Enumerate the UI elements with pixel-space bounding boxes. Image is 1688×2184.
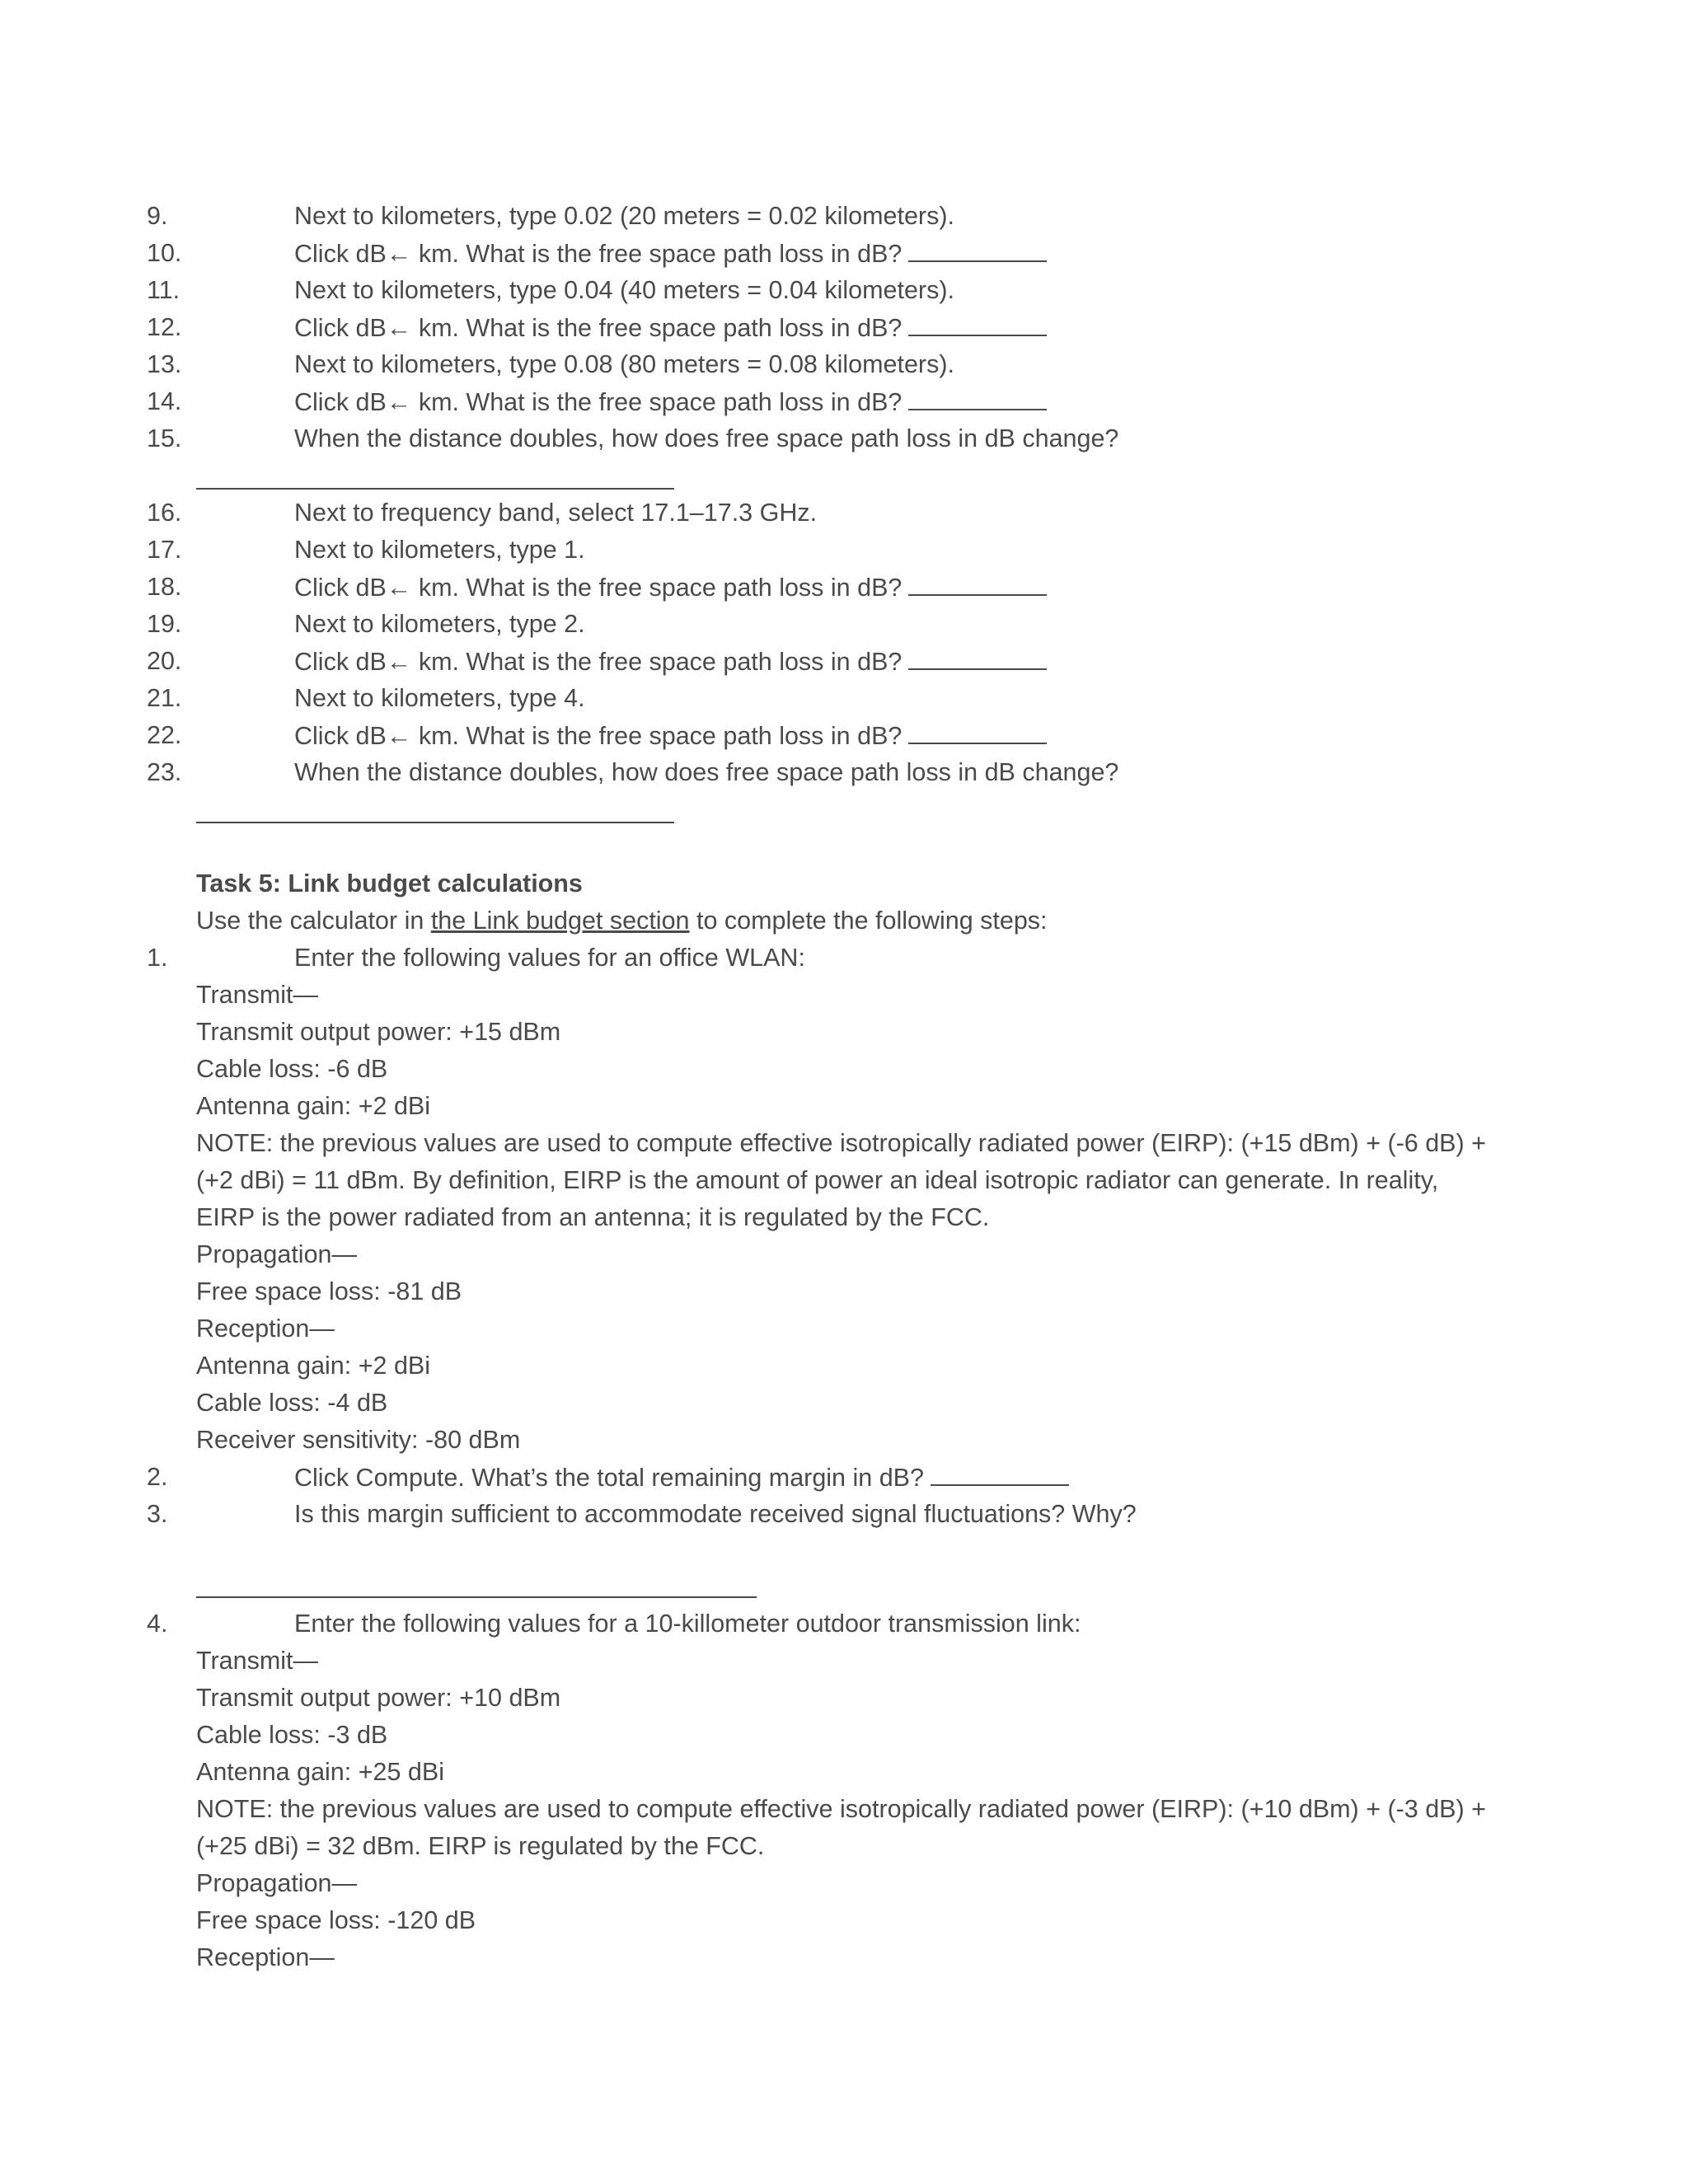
step-text: Enter the following values for an office WLAN: [294,944,805,972]
note-text: EIRP is the power radiated from an antenna; it is regulated by the FCC. [196,1203,990,1231]
list-item [0,721,1688,758]
step-text: Next to kilometers, type 0.08 (80 meters = 0.08 kilometers). [294,350,954,378]
list-item [0,684,1688,721]
transmit-label: Transmit— [196,981,318,1009]
step-text: When the distance doubles, how does free space path loss in dB change? [294,758,1119,786]
step-number: 22. [147,721,182,749]
rx-cable-loss-value: Cable loss: -4 dB [196,1389,388,1417]
step-number: 19. [147,610,182,638]
step-number: 15. [147,424,182,452]
free-space-loss-value: Free space loss: -81 dB [196,1277,462,1305]
reception-label: Reception— [196,1943,335,1971]
list-item [0,610,1688,647]
step-number: 14. [147,387,182,415]
list-item [0,536,1688,573]
propagation-label: Propagation— [196,1869,357,1897]
step-text: When the distance doubles, how does free space path loss in dB change? [294,424,1119,452]
step-number: 13. [147,350,182,378]
step-text: Click Compute. What’s the total remaining margin in dB? [294,1463,1069,1493]
note-text: (+2 dBi) = 11 dBm. By definition, EIRP is the amount of power an ideal isotropic radiator can generate. In reality, [196,1166,1439,1194]
step-number: 10. [147,239,182,267]
rx-antenna-gain-value: Antenna gain: +2 dBi [196,1352,431,1380]
answer-line[interactable] [196,822,674,823]
list-item [0,944,1688,981]
cable-loss-value: Cable loss: -6 dB [196,1055,388,1083]
list-item [0,202,1688,239]
step-number: 17. [147,536,182,564]
step-number: 2. [147,1463,168,1491]
step-text: Click dB← km. What is the free space path loss in dB? [294,647,1047,677]
answer-blank[interactable] [931,1463,1069,1486]
list-item [0,239,1688,276]
list-item [0,573,1688,610]
step-number: 20. [147,647,182,675]
answer-blank[interactable] [908,239,1047,262]
step-text: Next to kilometers, type 2. [294,610,585,638]
step-text: Is this margin sufficient to accommodate received signal fluctuations? Why? [294,1500,1137,1528]
propagation-label: Propagation— [196,1240,357,1268]
free-space-loss-value: Free space loss: -120 dB [196,1906,476,1934]
step-text: Enter the following values for a 10-killometer outdoor transmission link: [294,1610,1081,1638]
rx-sensitivity-value: Receiver sensitivity: -80 dBm [196,1426,521,1454]
reception-label: Reception— [196,1315,335,1343]
answer-line[interactable] [196,488,674,490]
note-text: (+25 dBi) = 32 dBm. EIRP is regulated by the FCC. [196,1832,765,1860]
section-heading [0,869,1688,907]
cable-loss-value: Cable loss: -3 dB [196,1721,388,1749]
step-number: 21. [147,684,182,712]
answer-blank[interactable] [908,313,1047,336]
step-text: Next to kilometers, type 4. [294,684,585,712]
list-item [0,758,1688,795]
answer-line[interactable] [196,1596,757,1598]
list-item [0,499,1688,536]
task-heading: Task 5: Link budget calculations [196,869,583,898]
tx-power-value: Transmit output power: +10 dBm [196,1684,561,1712]
step-number: 12. [147,313,182,341]
list-item [0,1610,1688,1647]
step-number: 4. [147,1610,168,1638]
antenna-gain-value: Antenna gain: +2 dBi [196,1092,431,1120]
step-text: Click dB← km. What is the free space path loss in dB? [294,573,1047,602]
antenna-gain-value: Antenna gain: +25 dBi [196,1758,445,1786]
list-item [0,1463,1688,1500]
list-item [0,424,1688,462]
step-number: 9. [147,202,168,230]
answer-blank[interactable] [908,573,1047,596]
step-number: 3. [147,1500,168,1528]
list-item [0,313,1688,350]
list-item [0,1500,1688,1537]
step-text: Click dB← km. What is the free space path loss in dB? [294,239,1047,269]
tx-power-value: Transmit output power: +15 dBm [196,1018,561,1046]
link-budget-link[interactable]: the Link budget section [430,907,690,935]
list-item [0,276,1688,313]
transmit-label: Transmit— [196,1647,318,1675]
intro-paragraph: Use the calculator in the Link budget section to complete the following steps: [196,907,1048,935]
step-text: Click dB← km. What is the free space path loss in dB? [294,387,1047,417]
step-number: 16. [147,499,182,527]
list-item [0,387,1688,424]
answer-blank[interactable] [908,387,1047,410]
step-number: 23. [147,758,182,786]
step-number: 1. [147,944,168,972]
step-text: Next to frequency band, select 17.1–17.3 GHz. [294,499,818,527]
step-number: 11. [147,276,181,304]
step-text: Click dB← km. What is the free space path loss in dB? [294,313,1047,343]
note-text: NOTE: the previous values are used to compute effective isotropically radiated power (EIRP): (+10 dBm) + (-3 dB) + [196,1795,1486,1823]
step-text: Click dB← km. What is the free space path loss in dB? [294,721,1047,751]
step-text: Next to kilometers, type 1. [294,536,585,564]
answer-blank[interactable] [908,721,1047,744]
step-number: 18. [147,573,182,601]
answer-blank[interactable] [908,647,1047,670]
step-text: Next to kilometers, type 0.04 (40 meters = 0.04 kilometers). [294,276,954,304]
list-item [0,647,1688,684]
note-text: NOTE: the previous values are used to compute effective isotropically radiated power (EIRP): (+15 dBm) + (-6 dB) + [196,1129,1486,1157]
step-text: Next to kilometers, type 0.02 (20 meters = 0.02 kilometers). [294,202,954,230]
list-item [0,350,1688,387]
